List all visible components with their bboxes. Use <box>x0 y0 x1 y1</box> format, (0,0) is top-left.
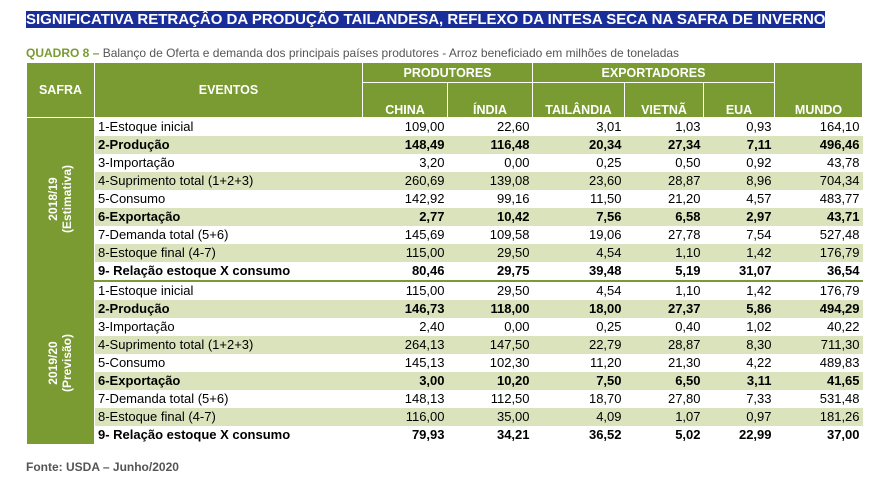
value-india: 22,60 <box>448 118 533 137</box>
value-china: 148,49 <box>363 136 448 154</box>
event-label: 7-Demanda total (5+6) <box>95 226 363 244</box>
table-caption <box>26 46 679 60</box>
value-tailandia: 36,52 <box>533 426 625 444</box>
value-mundo: 37,00 <box>775 426 863 444</box>
value-india: 116,48 <box>448 136 533 154</box>
value-mundo: 41,65 <box>775 372 863 390</box>
page-title: SIGNIFICATIVA RETRAÇÂO DA PRODUÇÃO TAILANDESA, REFLEXO DA INTESA SECA NA SAFRA DE INVERNO <box>26 11 826 28</box>
value-mundo: 711,30 <box>775 336 863 354</box>
value-vietna: 27,78 <box>625 226 704 244</box>
table-row <box>27 372 863 390</box>
value-vietna: 0,50 <box>625 154 704 172</box>
safra-cell <box>27 282 95 444</box>
value-india: 0,00 <box>448 154 533 172</box>
value-eua: 31,07 <box>704 262 775 280</box>
table-row <box>27 262 863 280</box>
value-eua: 7,33 <box>704 390 775 408</box>
value-tailandia: 39,48 <box>533 262 625 280</box>
value-mundo: 494,29 <box>775 300 863 318</box>
value-tailandia: 3,01 <box>533 118 625 137</box>
value-mundo: 483,77 <box>775 190 863 208</box>
event-label: 5-Consumo <box>95 354 363 372</box>
table-row <box>27 172 863 190</box>
value-china: 3,00 <box>363 372 448 390</box>
table-row <box>27 300 863 318</box>
safra-year: 2018/19 <box>46 177 61 221</box>
value-mundo: 176,79 <box>775 282 863 300</box>
value-mundo: 704,34 <box>775 172 863 190</box>
value-china: 80,46 <box>363 262 448 280</box>
value-eua: 0,97 <box>704 408 775 426</box>
value-mundo: 531,48 <box>775 390 863 408</box>
safra-type: (Estimativa) <box>60 164 75 234</box>
table-row <box>27 336 863 354</box>
value-tailandia: 20,34 <box>533 136 625 154</box>
value-vietna: 1,03 <box>625 118 704 137</box>
event-label: 2-Produção <box>95 300 363 318</box>
value-tailandia: 23,60 <box>533 172 625 190</box>
header-produtores: PRODUTORES <box>363 63 533 83</box>
table-row <box>27 390 863 408</box>
table-row <box>27 226 863 244</box>
event-label: 2-Produção <box>95 136 363 154</box>
value-vietna: 27,80 <box>625 390 704 408</box>
value-china: 2,40 <box>363 318 448 336</box>
value-china: 3,20 <box>363 154 448 172</box>
value-vietna: 21,30 <box>625 354 704 372</box>
value-india: 29,50 <box>448 244 533 262</box>
value-tailandia: 22,79 <box>533 336 625 354</box>
value-vietna: 28,87 <box>625 172 704 190</box>
header-exportadores: EXPORTADORES <box>533 63 775 83</box>
value-tailandia: 0,25 <box>533 154 625 172</box>
value-vietna: 6,50 <box>625 372 704 390</box>
table-row <box>27 154 863 172</box>
value-eua: 0,92 <box>704 154 775 172</box>
value-eua: 1,02 <box>704 318 775 336</box>
value-china: 264,13 <box>363 336 448 354</box>
table-row <box>27 354 863 372</box>
event-label: 9- Relação estoque X consumo <box>95 262 363 280</box>
table-row <box>27 136 863 154</box>
value-eua: 4,57 <box>704 190 775 208</box>
table-row <box>27 208 863 226</box>
value-vietna: 1,10 <box>625 244 704 262</box>
event-label: 4-Suprimento total (1+2+3) <box>95 336 363 354</box>
value-tailandia: 4,54 <box>533 282 625 300</box>
caption-label: QUADRO 8 – <box>26 46 100 60</box>
value-india: 109,58 <box>448 226 533 244</box>
value-mundo: 36,54 <box>775 262 863 280</box>
table-row <box>27 190 863 208</box>
value-china: 146,73 <box>363 300 448 318</box>
value-china: 109,00 <box>363 118 448 137</box>
value-mundo: 496,46 <box>775 136 863 154</box>
event-label: 9- Relação estoque X consumo <box>95 426 363 444</box>
value-vietna: 1,10 <box>625 282 704 300</box>
value-eua: 4,22 <box>704 354 775 372</box>
value-china: 148,13 <box>363 390 448 408</box>
value-eua: 8,96 <box>704 172 775 190</box>
value-india: 118,00 <box>448 300 533 318</box>
value-india: 29,50 <box>448 282 533 300</box>
table-row <box>27 282 863 300</box>
value-india: 29,75 <box>448 262 533 280</box>
header-china: CHINA <box>363 83 448 118</box>
value-mundo: 164,10 <box>775 118 863 137</box>
value-vietna: 27,37 <box>625 300 704 318</box>
header-india: ÍNDIA <box>448 83 533 118</box>
value-vietna: 27,34 <box>625 136 704 154</box>
value-tailandia: 7,50 <box>533 372 625 390</box>
value-mundo: 176,79 <box>775 244 863 262</box>
event-label: 1-Estoque inicial <box>95 282 363 300</box>
value-india: 34,21 <box>448 426 533 444</box>
value-vietna: 5,02 <box>625 426 704 444</box>
value-eua: 3,11 <box>704 372 775 390</box>
value-china: 79,93 <box>363 426 448 444</box>
value-eua: 2,97 <box>704 208 775 226</box>
table-row <box>27 408 863 426</box>
event-label: 7-Demanda total (5+6) <box>95 390 363 408</box>
value-india: 0,00 <box>448 318 533 336</box>
value-tailandia: 19,06 <box>533 226 625 244</box>
value-tailandia: 7,56 <box>533 208 625 226</box>
value-india: 112,50 <box>448 390 533 408</box>
value-mundo: 40,22 <box>775 318 863 336</box>
value-tailandia: 4,09 <box>533 408 625 426</box>
event-label: 8-Estoque final (4-7) <box>95 408 363 426</box>
table-row <box>27 118 863 137</box>
value-tailandia: 11,20 <box>533 354 625 372</box>
safra-cell <box>27 118 95 281</box>
value-eua: 7,54 <box>704 226 775 244</box>
value-vietna: 28,87 <box>625 336 704 354</box>
header-tailandia: TAILÂNDIA <box>533 83 625 118</box>
value-tailandia: 18,00 <box>533 300 625 318</box>
event-label: 3-Importação <box>95 154 363 172</box>
value-china: 116,00 <box>363 408 448 426</box>
event-label: 6-Exportação <box>95 372 363 390</box>
event-label: 3-Importação <box>95 318 363 336</box>
value-china: 2,77 <box>363 208 448 226</box>
caption-text: Balanço de Oferta e demanda dos principais países produtores - Arroz beneficiado em milhões de toneladas <box>102 46 680 60</box>
value-tailandia: 4,54 <box>533 244 625 262</box>
event-label: 6-Exportação <box>95 208 363 226</box>
value-india: 99,16 <box>448 190 533 208</box>
value-india: 10,20 <box>448 372 533 390</box>
table-row <box>27 244 863 262</box>
value-china: 145,13 <box>363 354 448 372</box>
header-mundo: MUNDO <box>775 63 863 118</box>
value-vietna: 1,07 <box>625 408 704 426</box>
value-eua: 1,42 <box>704 282 775 300</box>
value-india: 10,42 <box>448 208 533 226</box>
value-mundo: 181,26 <box>775 408 863 426</box>
value-vietna: 0,40 <box>625 318 704 336</box>
value-vietna: 5,19 <box>625 262 704 280</box>
value-india: 102,30 <box>448 354 533 372</box>
value-india: 147,50 <box>448 336 533 354</box>
value-china: 260,69 <box>363 172 448 190</box>
value-eua: 7,11 <box>704 136 775 154</box>
value-mundo: 527,48 <box>775 226 863 244</box>
event-label: 8-Estoque final (4-7) <box>95 244 363 262</box>
header-eventos: EVENTOS <box>95 63 363 118</box>
value-tailandia: 11,50 <box>533 190 625 208</box>
value-vietna: 21,20 <box>625 190 704 208</box>
value-mundo: 43,78 <box>775 154 863 172</box>
header-vietna: VIETNÃ <box>625 83 704 118</box>
supply-demand-table <box>26 62 863 444</box>
event-label: 4-Suprimento total (1+2+3) <box>95 172 363 190</box>
value-eua: 1,42 <box>704 244 775 262</box>
value-china: 145,69 <box>363 226 448 244</box>
table-row <box>27 426 863 444</box>
event-label: 5-Consumo <box>95 190 363 208</box>
value-tailandia: 18,70 <box>533 390 625 408</box>
value-eua: 22,99 <box>704 426 775 444</box>
value-eua: 8,30 <box>704 336 775 354</box>
value-tailandia: 0,25 <box>533 318 625 336</box>
value-india: 139,08 <box>448 172 533 190</box>
header-eua: EUA <box>704 83 775 118</box>
value-eua: 0,93 <box>704 118 775 137</box>
safra-year: 2019/20 <box>46 341 61 385</box>
header-safra: SAFRA <box>27 63 95 118</box>
value-eua: 5,86 <box>704 300 775 318</box>
value-mundo: 43,71 <box>775 208 863 226</box>
table-row <box>27 318 863 336</box>
value-china: 115,00 <box>363 282 448 300</box>
value-china: 142,92 <box>363 190 448 208</box>
value-india: 35,00 <box>448 408 533 426</box>
event-label: 1-Estoque inicial <box>95 118 363 137</box>
source-note: Fonte: USDA – Junho/2020 <box>26 460 179 474</box>
value-mundo: 489,83 <box>775 354 863 372</box>
safra-type: (Previsão) <box>60 333 75 393</box>
value-china: 115,00 <box>363 244 448 262</box>
value-vietna: 6,58 <box>625 208 704 226</box>
